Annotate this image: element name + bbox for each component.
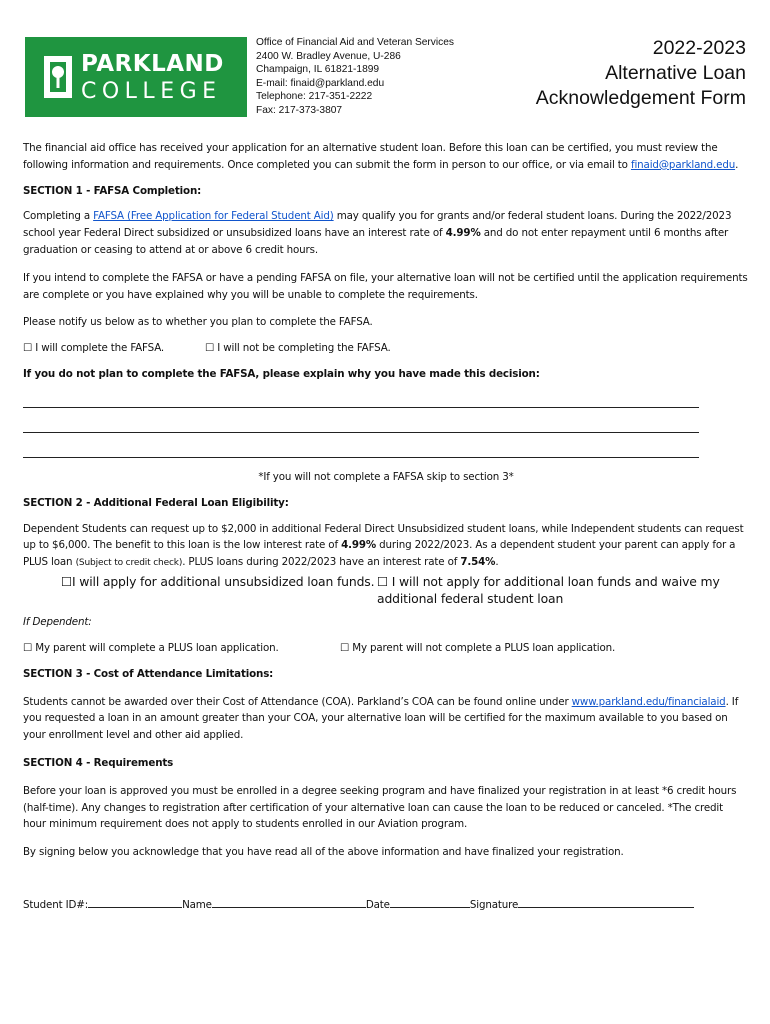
explanation-line-3[interactable] xyxy=(23,433,699,458)
form-title-line1: Alternative Loan xyxy=(605,62,746,84)
fafsa-not-complete-checkbox[interactable]: ☐ I will not be completing the FAFSA. xyxy=(205,342,391,355)
office-name: Office of Financial Aid and Veteran Services xyxy=(256,37,455,48)
financialaid-link[interactable]: www.parkland.edu/financialaid xyxy=(571,695,726,708)
office-contact-block xyxy=(256,36,454,117)
fafsa-explain-prompt: If you do not plan to complete the FAFSA, please explain why you have made this decision: xyxy=(23,368,540,381)
logo-word-college: COLLEGE xyxy=(81,79,222,104)
explanation-line-2[interactable] xyxy=(23,408,699,433)
explanation-line-1[interactable] xyxy=(23,383,699,408)
signature-row: Student ID#: Name Date Signature xyxy=(23,895,749,914)
logo-tree-icon xyxy=(44,56,72,98)
form-title xyxy=(536,36,746,111)
section1-paragraph3: Please notify us below as to whether you plan to complete the FAFSA. xyxy=(23,316,373,329)
fafsa-link[interactable]: FAFSA (Free Application for Federal Student Aid) xyxy=(93,210,334,223)
parkland-college-logo xyxy=(25,37,247,117)
section4-paragraph2: By signing below you acknowledge that you have read all of the above information and have finalized your registration. xyxy=(23,846,624,859)
section3-paragraph: Students cannot be awarded over their Cost of Attendance (COA). Parkland’s COA can be found online under www.parkland.edu/financialaid. If you requested a loan in an amount greater than your COA, your alternative loan will be certified for the maximum available to you based on your enrollment level and other aid applied. xyxy=(23,695,739,742)
office-address: 2400 W. Bradley Avenue, U-286 xyxy=(256,50,401,62)
name-field[interactable] xyxy=(212,895,366,908)
student-id-field[interactable] xyxy=(88,895,182,908)
section3-heading: SECTION 3 - Cost of Attendance Limitations: xyxy=(23,667,274,680)
intro-paragraph: The financial aid office has received your application for an alternative student loan. Before this loan can be certified, you must review the following information and requirements. Once completed you can submit the form in person to our office, or via email to finaid@parkland.edu. xyxy=(23,142,739,171)
section2-heading: SECTION 2 - Additional Federal Loan Eligibility: xyxy=(23,496,289,509)
parent-plus-yes-checkbox[interactable]: ☐ My parent will complete a PLUS loan application. xyxy=(23,641,279,654)
apply-additional-checkbox[interactable]: ☐I will apply for additional unsubsidized loan funds. xyxy=(61,573,375,589)
finaid-email-link[interactable]: finaid@parkland.edu xyxy=(630,158,736,171)
office-telephone: Telephone: 217-351-2222 xyxy=(256,91,373,102)
office-email: E-mail: finaid@parkland.edu xyxy=(256,77,385,89)
section2-paragraph: Dependent Students can request up to $2,000 in additional Federal Direct Unsubsidized student loans, while Independent students can request up to $6,000. The benefit to this loan is the low interest rate of 4.99% during 2022/2023. As a dependent student your parent can apply for a PLUS loan (Subject to credit check). PLUS loans during 2022/2023 have an interest rate of 7.54%. xyxy=(23,522,744,569)
plus-loan-options xyxy=(23,640,749,657)
parent-plus-no-checkbox[interactable]: ☐ My parent will not complete a PLUS loan application. xyxy=(340,641,616,654)
section1-paragraph1: Completing a FAFSA (Free Application for Federal Student Aid) may qualify you for grants and/or federal student loans. During the 2022/2023 school year Federal Direct subsidized or unsubsidized loans have an interest rate of 4.99% and do not enter repayment until 6 months after graduation or ceasing to attend at or above 6 credit hours. xyxy=(23,210,732,256)
section1-heading: SECTION 1 - FAFSA Completion: xyxy=(23,184,202,197)
logo-word-parkland: PARKLAND xyxy=(81,51,224,77)
office-city: Champaign, IL 61821-1899 xyxy=(256,64,380,75)
skip-note: *If you will not complete a FAFSA skip to section 3* xyxy=(258,470,514,483)
waive-additional-checkbox[interactable]: ☐ I will not apply for additional loan funds and waive my additional federal student loan xyxy=(377,573,720,606)
if-dependent-label: If Dependent: xyxy=(23,615,92,628)
date-field[interactable] xyxy=(390,895,470,908)
form-title-line2: Acknowledgement Form xyxy=(535,87,746,109)
fafsa-options xyxy=(23,340,749,357)
form-year: 2022-2023 xyxy=(652,37,746,59)
additional-loan-options xyxy=(23,572,749,610)
fafsa-complete-checkbox[interactable]: ☐ I will complete the FAFSA. xyxy=(23,342,165,355)
section1-paragraph2: If you intend to complete the FAFSA or have a pending FAFSA on file, your alternative loan will not be certified until the application requirements are complete or you have explained why you will be unable to complete the requirements. xyxy=(23,271,748,301)
office-fax: Fax: 217-373-3807 xyxy=(256,104,343,116)
section4-paragraph1: Before your loan is approved you must be enrolled in a degree seeking program and have finalized your registration in at least *6 credit hours (half-time). Any changes to registration after certification of your alternative loan can cause the loan to be reduced or canceled. *The credit hour minimum requirement does not apply to students enrolled in our Aviation program. xyxy=(23,784,737,831)
signature-field[interactable] xyxy=(518,895,694,908)
form-body xyxy=(23,140,749,914)
section4-heading: SECTION 4 - Requirements xyxy=(23,756,174,769)
